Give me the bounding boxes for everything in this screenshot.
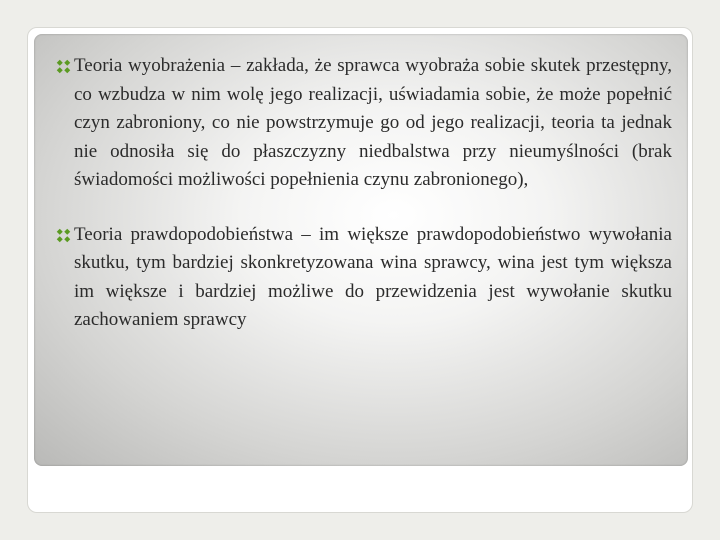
diamond-bullet-icon [56, 228, 71, 243]
bullet-text: Teoria wyobrażenia – zakłada, że sprawca wyobraża sobie skutek przestępny, co wzbudza w nim wolę jego realizacji, uświadamia sobie, że może popełnić czyn zabroniony, co nie powstrzymuje go od jego realizacji, teoria ta jednak nie odnosiła się do płaszczyzny niedbalstwa przy nieumyślności (brak świadomości możliwości popełnienia czynu zabronionego), [74, 55, 672, 190]
diamond-bullet-icon [56, 59, 71, 74]
bullet-text: Teoria prawdopodobieństwa – im większe prawdopodobieństwo wywołania skutku, tym bardziej skonkretyzowana wina sprawcy, wina jest tym większa im większe i bardziej możliwe do przewidzenia jest wywołanie skutku zachowaniem sprawcy [74, 223, 672, 330]
bullet-list [56, 52, 672, 335]
bullet-item-teoria-prawdopodobienstwa [56, 221, 672, 335]
bullet-item-teoria-wyobrazenia [56, 52, 672, 195]
